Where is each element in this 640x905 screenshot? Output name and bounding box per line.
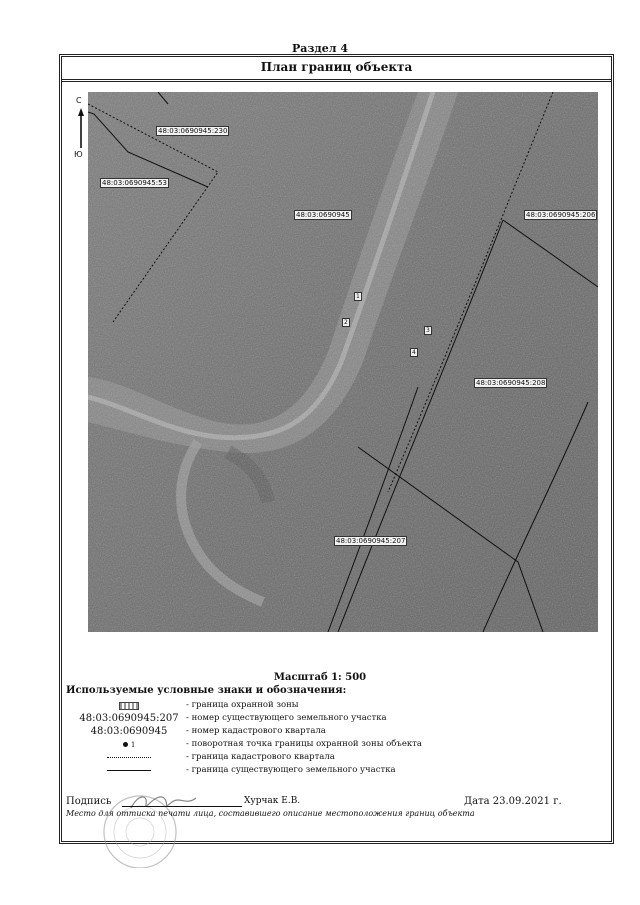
legend-row	[66, 699, 586, 712]
legend-text: - граница существующего земельного участка	[186, 765, 396, 775]
section-heading: Раздел 4	[292, 42, 348, 55]
parcel-label: 48:03:0690945:207	[336, 537, 406, 545]
point-number: 3	[426, 327, 430, 334]
legend-text: - поворотная точка границы охранной зоны объекта	[186, 739, 422, 749]
legend-row	[66, 764, 586, 777]
signature-date: Дата 23.09.2021 г.	[464, 796, 562, 807]
aerial-map	[88, 92, 598, 632]
map-scale: Масштаб 1: 500	[273, 672, 367, 683]
point-number: 4	[412, 349, 416, 356]
legend-symbol	[66, 738, 192, 751]
parcel-boundary-symbol	[107, 770, 151, 771]
point-number: 2	[344, 319, 348, 326]
legend-text: - номер кадастрового квартала	[186, 726, 326, 736]
map-drawing	[88, 92, 598, 632]
signature-line	[122, 806, 242, 807]
plan-title: План границ объекта	[62, 57, 611, 82]
legend-row	[66, 751, 586, 764]
legend-title: Используемые условные знаки и обозначения:	[66, 685, 347, 696]
legend-symbol	[66, 751, 192, 764]
turning-point-number: 1	[130, 741, 136, 749]
legend-row	[66, 738, 586, 751]
quarter-boundary-symbol	[107, 757, 151, 758]
signer-name: Хурчак Е.В.	[244, 796, 301, 806]
legend-symbol: 48:03:0690945:207	[79, 713, 179, 724]
compass-north-label: С	[76, 96, 82, 105]
zone-boundary-symbol	[119, 702, 139, 710]
legend-symbol: 48:03:0690945	[90, 726, 168, 737]
legend-row	[66, 712, 586, 725]
signature-label: Подпись	[66, 796, 112, 807]
turning-point-symbol	[123, 742, 128, 747]
point-number: 1	[356, 293, 360, 300]
quarter-label: 48:03:0690945	[296, 211, 350, 219]
legend	[66, 699, 586, 777]
legend-symbol	[66, 699, 192, 712]
legend-symbol	[66, 764, 192, 777]
legend-text: - граница охранной зоны	[186, 700, 299, 710]
legend-text: - номер существующего земельного участка	[186, 713, 387, 723]
parcel-label: 48:03:0690945:208	[476, 379, 546, 387]
stamp-place-caption: Место для оттиска печати лица, составившего описание местоположения границ объекта	[66, 809, 475, 818]
arrow-up-icon	[78, 108, 84, 148]
parcel-label: 48:03:0690945:53	[102, 179, 167, 187]
parcel-label: 48:03:0690945:230	[158, 127, 228, 135]
compass-south-label: Ю	[74, 150, 83, 159]
legend-text: - граница кадастрового квартала	[186, 752, 335, 762]
parcel-label: 48:03:0690945:206	[526, 211, 596, 219]
map-texture	[88, 92, 598, 632]
legend-row	[66, 725, 586, 738]
north-arrow	[70, 96, 90, 162]
